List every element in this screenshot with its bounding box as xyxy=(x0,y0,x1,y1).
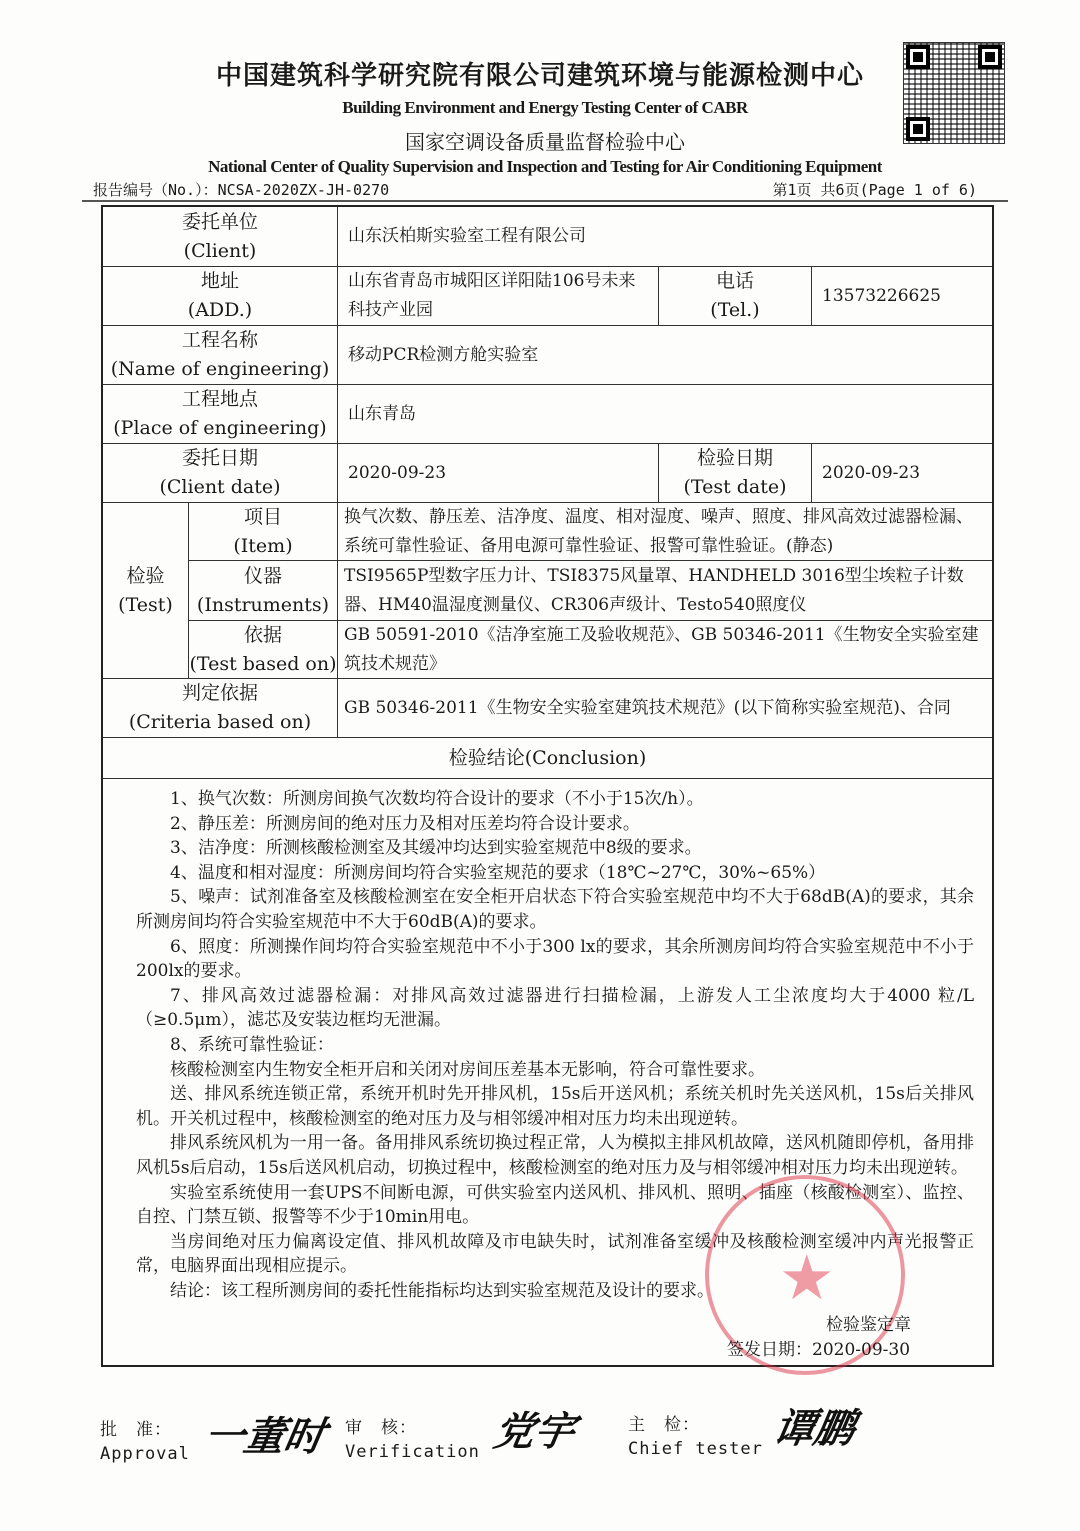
test-date-value: 2020-09-23 xyxy=(812,444,992,503)
conclusion-item: 2、静压差：所测房间的绝对压力及相对压差均符合设计要求。 xyxy=(170,813,640,834)
engineering-name-label xyxy=(103,326,338,385)
approval-signature: 一董时 xyxy=(200,1413,329,1460)
approval-label xyxy=(100,1415,190,1464)
conclusion-item: 送、排风系统连锁正常，系统开机时先开排风机，15s后开送风机；系统关机时先关送风机，15s后关排风机。开关机过程中，核酸检测室的绝对压力及与相邻缓冲相对压力均未出现逆转。 xyxy=(136,1084,974,1129)
verification-label xyxy=(345,1413,480,1462)
conclusion-item: 8、系统可靠性验证： xyxy=(170,1034,334,1055)
label-en: (ADD.) xyxy=(187,299,253,321)
org-title-en: Building Environment and Energy Testing Center of CABR xyxy=(342,98,748,117)
test-basis-value: GB 50591-2010《洁净室施工及验收规范》、GB 50346-2011《生物安全实验室建筑技术规范》 xyxy=(338,621,992,679)
label-cn: 工程地点 xyxy=(181,388,258,410)
label-cn: 主 检： xyxy=(628,1415,700,1435)
test-label xyxy=(103,503,189,679)
test-basis-label xyxy=(189,621,338,679)
qr-code xyxy=(903,42,1005,144)
star-icon: ★ xyxy=(779,1241,835,1314)
engineering-place-value: 山东青岛 xyxy=(338,385,992,444)
conclusion-item: 5、噪声：试剂准备室及核酸检测室在安全柜开启状态下符合实验室规范中均不大于68dB(A)的要求，其余所测房间均符合实验室规范中不大于60dB(A)的要求。 xyxy=(136,887,974,932)
item-label xyxy=(189,503,338,561)
seal-label: 检验鉴定章 xyxy=(826,1315,911,1335)
label-en: (Tel.) xyxy=(710,299,760,321)
conclusion-item: 4、温度和相对湿度：所测房间均符合实验室规范的要求（18℃~27℃，30%~65%） xyxy=(170,862,826,883)
label-en: (Test) xyxy=(118,593,173,616)
label-en: Chief tester xyxy=(628,1439,763,1459)
center-title-cn: 国家空调设备质量监督检验中心 xyxy=(405,130,685,154)
verification-signature: 党宇 xyxy=(490,1408,579,1455)
label-cn: 电话 xyxy=(715,270,754,292)
label-en: Verification xyxy=(345,1442,480,1462)
label-en: Approval xyxy=(100,1444,190,1464)
label-cn: 委托单位 xyxy=(181,210,258,233)
label-en: (Client) xyxy=(183,239,257,262)
conclusion-item: 当房间绝对压力偏离设定值、排风机故障及市电缺失时，试剂准备室缓冲及核酸检测室缓冲内声光报警正常，电脑界面出现相应提示。 xyxy=(136,1231,974,1277)
conclusion-item: 核酸检测室内生物安全柜开启和关闭对房间压差基本无影响，符合可靠性要求。 xyxy=(170,1059,765,1080)
chief-tester-label xyxy=(628,1410,763,1459)
label-cn: 仪器 xyxy=(243,564,282,587)
client-date-label xyxy=(103,444,338,503)
engineering-name-value: 移动PCR检测方舱实验室 xyxy=(338,326,992,385)
label-en: (Client date) xyxy=(159,476,281,498)
item-value: 换气次数、静压差、洁净度、温度、相对湿度、噪声、照度、排风高效过滤器检漏、系统可靠性验证、备用电源可靠性验证、报警可靠性验证。(静态) xyxy=(338,503,992,561)
client-value: 山东沃柏斯实验室工程有限公司 xyxy=(338,207,992,267)
criteria-value: GB 50346-2011《生物安全实验室建筑技术规范》(以下简称实验室规范)、合同 xyxy=(338,679,992,738)
label-cn: 项目 xyxy=(243,505,282,528)
criteria-label xyxy=(103,679,338,738)
report-number: 报告编号（No.）：NCSA-2020ZX-JH-0270 xyxy=(93,181,390,199)
label-en: (Item) xyxy=(233,534,293,557)
conclusion-item: 排风系统风机为一用一备。备用排风系统切换过程正常，人为模拟主排风机故障，送风机随即停机，备用排风机5s后启动，15s后送风机启动，切换过程中，核酸检测室的绝对压力及与相邻缓冲相对压力均未出现逆转。 xyxy=(136,1133,974,1178)
label-cn: 地址 xyxy=(200,270,239,292)
org-title-cn: 中国建筑科学研究院有限公司建筑环境与能源检测中心 xyxy=(215,61,864,91)
conclusion-item: 7、排风高效过滤器检漏：对排风高效过滤器进行扫描检漏，上游发人工尘浓度均大于4000 粒/L（≥0.5μm），滤芯及安装边框均无泄漏。 xyxy=(136,985,974,1031)
label-en: (Test date) xyxy=(683,476,787,498)
tel-label xyxy=(659,267,812,326)
conclusion-item: 1、换气次数：所测房间换气次数均符合设计的要求（不小于15次/h）。 xyxy=(170,789,704,809)
address-label xyxy=(103,267,338,326)
label-cn: 判定依据 xyxy=(181,682,258,704)
engineering-place-label xyxy=(103,385,338,444)
instruments-label xyxy=(189,561,338,621)
label-en: (Test based on) xyxy=(189,652,337,675)
conclusion-item: 结论：该工程所测房间的委托性能指标均达到实验室规范及设计的要求。 xyxy=(170,1280,714,1301)
conclusion-item: 6、照度：所测操作间均符合实验室规范中不小于300 lx的要求，其余所测房间均符合实验室规范中不小于200lx的要求。 xyxy=(136,936,974,982)
instruments-value: TSI9565P型数字压力计、TSI8375风量罩、HANDHELD 3016型尘埃粒子计数器、HM40温湿度测量仪、CR306声级计、Testo540照度仪 xyxy=(338,561,992,621)
label-en: (Place of engineering) xyxy=(113,417,327,439)
address-value: 山东省青岛市城阳区详阳陆106号未来科技产业园 xyxy=(338,267,659,326)
client-label xyxy=(103,207,338,267)
label-cn: 检验日期 xyxy=(696,447,773,469)
tel-value: 13573226625 xyxy=(812,267,992,326)
label-cn: 依据 xyxy=(243,623,282,646)
center-title-en: National Center of Quality Supervision and Inspection and Testing for Air Conditioning Equipment xyxy=(208,157,882,176)
label-cn: 工程名称 xyxy=(181,329,258,351)
test-date-label xyxy=(659,444,812,503)
label-en: (Instruments) xyxy=(196,593,330,616)
label-cn: 审 核： xyxy=(345,1418,417,1438)
chief-tester-signature: 谭鹏 xyxy=(770,1405,859,1452)
header-divider xyxy=(82,200,1008,202)
client-date-value: 2020-09-23 xyxy=(338,444,659,503)
conclusion-item: 实验室系统使用一套UPS不间断电源，可供实验室内送风机、排风机、照明、插座（核酸检测室）、监控、自控、门禁互锁、报警等不少于10min用电。 xyxy=(136,1182,974,1228)
label-cn: 委托日期 xyxy=(181,447,258,469)
issue-date: 签发日期：2020-09-30 xyxy=(727,1340,911,1360)
label-cn: 批 准： xyxy=(100,1420,172,1440)
page-indicator: 第1页 共6页(Page 1 of 6) xyxy=(772,181,977,199)
conclusion-item: 3、洁净度：所测核酸检测室及其缓冲均达到实验室规范中8级的要求。 xyxy=(170,838,702,859)
label-en: (Name of engineering) xyxy=(110,358,330,380)
label-cn: 检验 xyxy=(126,564,165,587)
conclusion-title: 检验结论(Conclusion) xyxy=(103,738,992,779)
label-en: (Criteria based on) xyxy=(128,711,312,733)
